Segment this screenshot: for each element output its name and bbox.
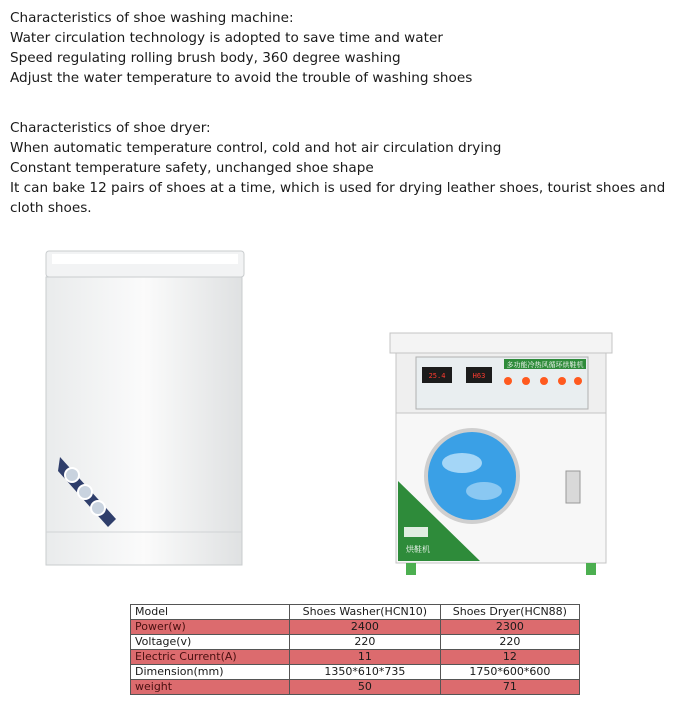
washer-heading: Characteristics of shoe washing machine: [10,10,294,26]
table-row [131,680,580,695]
dryer-display-1: 25.4 [428,372,446,380]
dryer-feature-2: Constant temperature safety, unchanged shoe shape [10,160,374,176]
table-cell: 50 [290,680,441,695]
dryer-indicator-5 [574,377,582,385]
table-cell: Voltage(v) [131,635,290,650]
washer-feature-2: Speed regulating rolling brush body, 360 degree washing [10,50,401,66]
table-header-cell: Shoes Washer(HCN10) [290,605,441,620]
table-cell: 1750*600*600 [440,665,579,680]
table-cell: 220 [440,635,579,650]
table-cell: 2400 [290,620,441,635]
table-header-row [131,605,580,620]
table-row [131,620,580,635]
table-header-cell: Shoes Dryer(HCN88) [440,605,579,620]
dryer-indicator-3 [540,377,548,385]
table-cell: 12 [440,650,579,665]
table-header-cell: Model [131,605,290,620]
shoe-dryer-image [388,331,614,577]
table-row [131,650,580,665]
dryer-feature-4: cloth shoes. [10,200,92,216]
washer-knob-2 [78,485,92,499]
dryer-door-handle [566,471,580,503]
table-row [131,635,580,650]
table-cell: Dimension(mm) [131,665,290,680]
washer-knob-1 [65,468,79,482]
dryer-display-2: H63 [472,372,486,380]
dryer-feature-3: It can bake 12 pairs of shoes at a time, which is used for drying leather shoes, tourist shoes and [10,180,666,196]
dryer-heading: Characteristics of shoe dryer: [10,120,211,136]
table-cell: Power(w) [131,620,290,635]
table-cell: Electric Current(A) [131,650,290,665]
washer-knob-3 [91,501,105,515]
table-cell: 11 [290,650,441,665]
dryer-panel-title: 多功能冷热风循环烘鞋机 [506,361,584,369]
table-cell: 1350*610*735 [290,665,441,680]
table-cell: 220 [290,635,441,650]
dryer-feature-1: When automatic temperature control, cold and hot air circulation drying [10,140,502,156]
table-cell: 71 [440,680,579,695]
table-row [131,665,580,680]
washer-feature-3: Adjust the water temperature to avoid the trouble of washing shoes [10,70,473,86]
washer-feature-1: Water circulation technology is adopted to save time and water [10,30,443,46]
table-cell: weight [131,680,290,695]
dryer-door-label: 烘鞋机 [406,545,430,554]
dryer-indicator-4 [558,377,566,385]
dryer-indicator-2 [522,377,530,385]
shoe-washer-image [40,247,250,567]
spec-table [130,604,580,695]
dryer-door-window [426,430,518,522]
dryer-indicator-1 [504,377,512,385]
table-cell: 2300 [440,620,579,635]
